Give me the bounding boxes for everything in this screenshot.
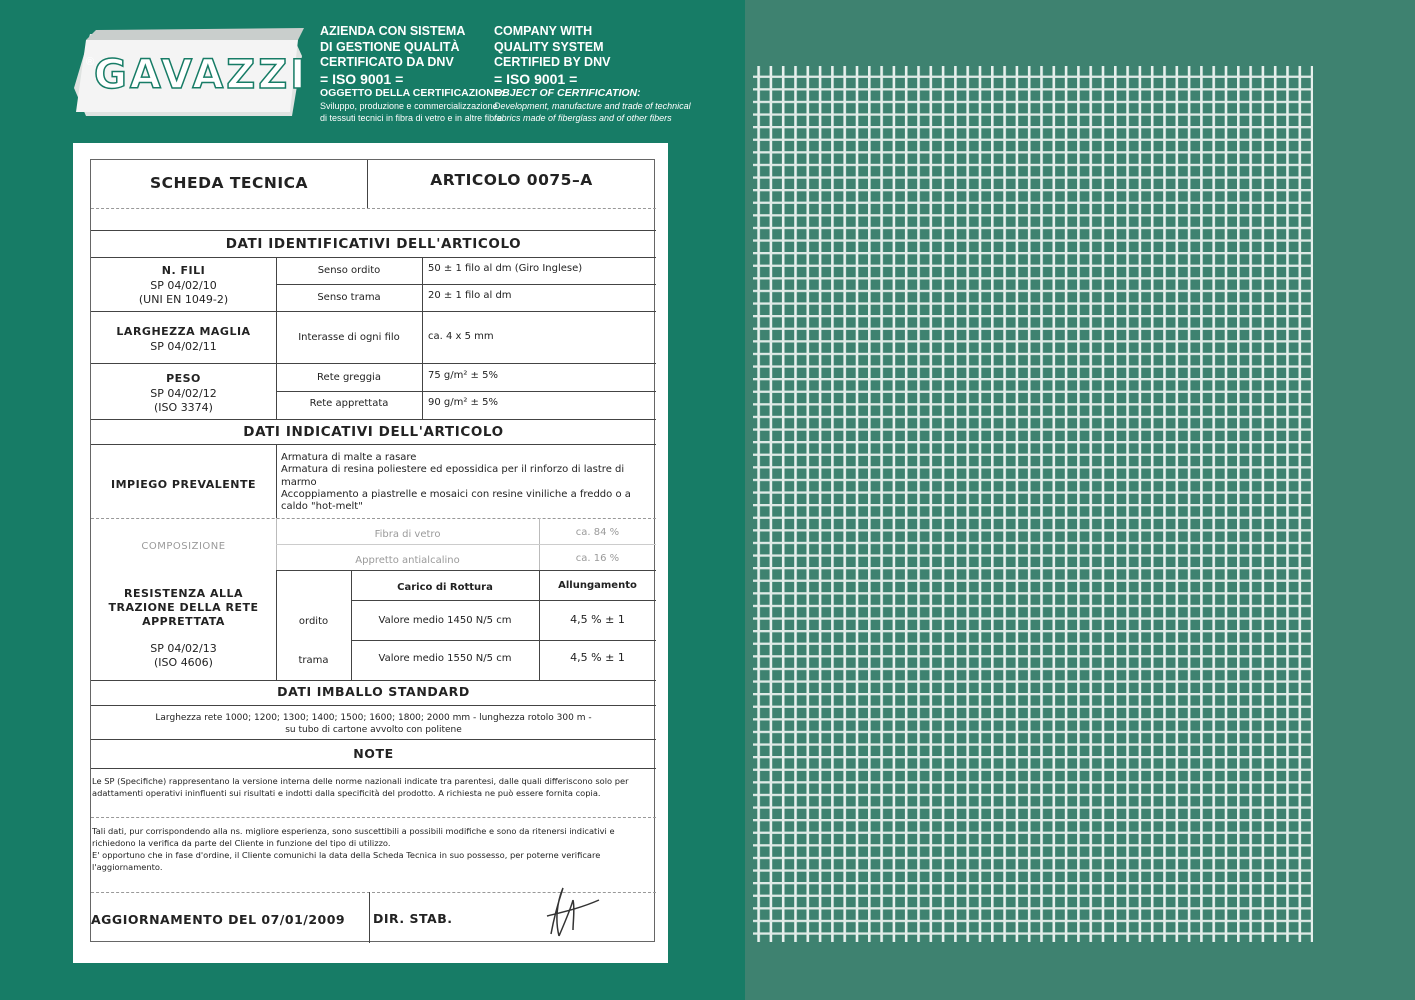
note-specifiche: Le SP (Specifiche) rappresentano la versione interna delle norme nazionali indicate tra parentesi, dalle quali differiscono solo per adattamenti operativi ininfluenti sui risultati e indotti dalla specificità del prodotto. A richiesta ne può essere fornita copia.	[92, 776, 629, 798]
cert-it-line: CERTIFICATO DA DNV	[320, 55, 454, 69]
aggiornamento-date: AGGIORNAMENTO DEL 07/01/2009	[91, 912, 346, 927]
composizione-row-name: Appretto antialcalino	[355, 555, 460, 566]
signature-mark	[543, 882, 603, 940]
resistenza-ref1: SP 04/02/13	[150, 642, 217, 655]
cert-it-object-line: di tessuti tecnici in fibra di vetro e in altre fibre	[320, 112, 503, 123]
certification-it	[320, 24, 504, 124]
resistenza-label-line: APPRETTATA	[142, 615, 225, 628]
maglia-value: ca. 4 x 5 mm	[428, 331, 494, 342]
cert-en-object-title: OBJECT OF CERTIFICATION:	[494, 86, 641, 99]
logo-wordmark: GAVAZZI	[94, 52, 309, 98]
impiego-line: caldo "hot-melt"	[281, 501, 363, 513]
fili-label: N. FILI	[161, 264, 206, 277]
resistenza-dir: ordito	[298, 616, 329, 627]
dir-stab-label: DIR. STAB.	[373, 911, 453, 926]
composizione-row-name: Fibra di vetro	[374, 529, 441, 540]
mesh-sample-panel	[745, 0, 1415, 1000]
note-disclaimer: Tali dati, pur corrispondendo alla ns. migliore esperienza, sono suscettibili a possibili modifiche e sono da ritenersi indicativi e richiedono la verifica da parte del Cliente in funzione del tipo di utilizzo.	[92, 826, 615, 848]
sheet-frame	[90, 159, 655, 942]
resistenza-ref2: (ISO 4606)	[154, 656, 213, 669]
section-imballo-title: DATI IMBALLO STANDARD	[277, 684, 470, 699]
cert-it-line: AZIENDA CON SISTEMA	[320, 24, 466, 38]
resistenza-carico: Valore medio 1450 N/5 cm	[378, 615, 512, 626]
resistenza-label-line: RESISTENZA ALLA	[123, 587, 243, 600]
article-number: ARTICOLO 0075–A	[430, 171, 593, 189]
registered-mark: ®	[86, 56, 95, 68]
note-ordine: E' opportuno che in fase d'ordine, il Cliente comunichi la data della Scheda Tecnica in suo possesso, per poterne verificare l'aggiornamento.	[92, 850, 601, 872]
impiego-list	[281, 452, 653, 513]
composizione-row-value: ca. 16 %	[575, 553, 620, 564]
section-note-title: NOTE	[353, 746, 394, 761]
col-carico-header: Carico di Rottura	[397, 582, 493, 593]
peso-row-name: Rete greggia	[317, 372, 381, 383]
peso-row-value: 90 g/m² ± 5%	[428, 397, 498, 408]
resistenza-allung: 4,5 % ± 1	[570, 613, 625, 626]
fili-ref1: SP 04/02/10	[150, 279, 217, 292]
cert-en-object-line: fabrics made of fiberglass and of other fibers	[494, 112, 672, 123]
certification-en	[494, 24, 691, 124]
peso-label: PESO	[166, 372, 201, 385]
gavazzi-logo	[72, 26, 309, 124]
fili-row-name: Senso trama	[317, 292, 381, 303]
maglia-name: Interasse di ogni filo	[298, 332, 400, 343]
resistenza-carico: Valore medio 1550 N/5 cm	[378, 653, 512, 664]
technical-sheet	[73, 143, 668, 963]
cert-en-line: CERTIFIED BY DNV	[494, 55, 611, 69]
peso-ref1: SP 04/02/12	[150, 387, 217, 400]
cert-it-object-title: OGGETTO DELLA CERTIFICAZIONE:	[320, 86, 505, 99]
cert-en-iso: = ISO 9001 =	[494, 70, 578, 87]
resistenza-dir: trama	[298, 655, 329, 666]
sheet-title: SCHEDA TECNICA	[149, 174, 308, 192]
impiego-line: Armatura di resina poliestere ed epossidica per il rinforzo di lastre di	[281, 464, 625, 476]
cert-it-object-line: Sviluppo, produzione e commercializzazione	[320, 100, 498, 111]
resistenza-allung: 4,5 % ± 1	[570, 651, 625, 664]
section-indic-title: DATI INDICATIVI DELL'ARTICOLO	[243, 424, 504, 440]
fili-row-value: 20 ± 1 filo al dm	[428, 290, 512, 301]
section-ident-title: DATI IDENTIFICATIVI DELL'ARTICOLO	[225, 236, 522, 252]
composizione-row-value: ca. 84 %	[575, 527, 620, 538]
imballo-line: Larghezza rete 1000; 1200; 1300; 1400; 1500; 1600; 1800; 2000 mm - lunghezza rotolo 300 m -	[155, 713, 592, 723]
impiego-line: marmo	[281, 476, 317, 488]
fili-ref2: (UNI EN 1049-2)	[138, 293, 229, 306]
maglia-ref: SP 04/02/11	[150, 340, 217, 353]
peso-row-name: Rete apprettata	[309, 398, 389, 409]
composizione-label: COMPOSIZIONE	[141, 541, 226, 552]
maglia-label: LARGHEZZA MAGLIA	[116, 325, 251, 338]
cert-en-line: COMPANY WITH	[494, 24, 593, 38]
fili-row-value: 50 ± 1 filo al dm (Giro Inglese)	[428, 263, 583, 274]
cert-it-iso: = ISO 9001 =	[320, 70, 404, 87]
cert-it-line: DI GESTIONE QUALITÀ	[320, 39, 460, 54]
peso-ref2: (ISO 3374)	[154, 401, 213, 414]
cert-en-line: QUALITY SYSTEM	[494, 39, 604, 54]
fili-row-name: Senso ordito	[317, 265, 381, 276]
impiego-line: Accoppiamento a piastrelle e mosaici con resine viniliche a freddo o a	[281, 488, 631, 500]
col-allungamento-header: Allungamento	[558, 580, 637, 591]
fiberglass-mesh-image	[745, 0, 1415, 1000]
peso-row-value: 75 g/m² ± 5%	[428, 370, 498, 381]
impiego-line: Armatura di malte a rasare	[281, 452, 417, 463]
cert-en-object-line: Development, manufacture and trade of technical	[494, 100, 691, 111]
impiego-label: IMPIEGO PREVALENTE	[111, 478, 256, 491]
resistenza-label-line: TRAZIONE DELLA RETE	[108, 601, 259, 614]
imballo-line: su tubo di cartone avvolto con politene	[285, 725, 462, 735]
